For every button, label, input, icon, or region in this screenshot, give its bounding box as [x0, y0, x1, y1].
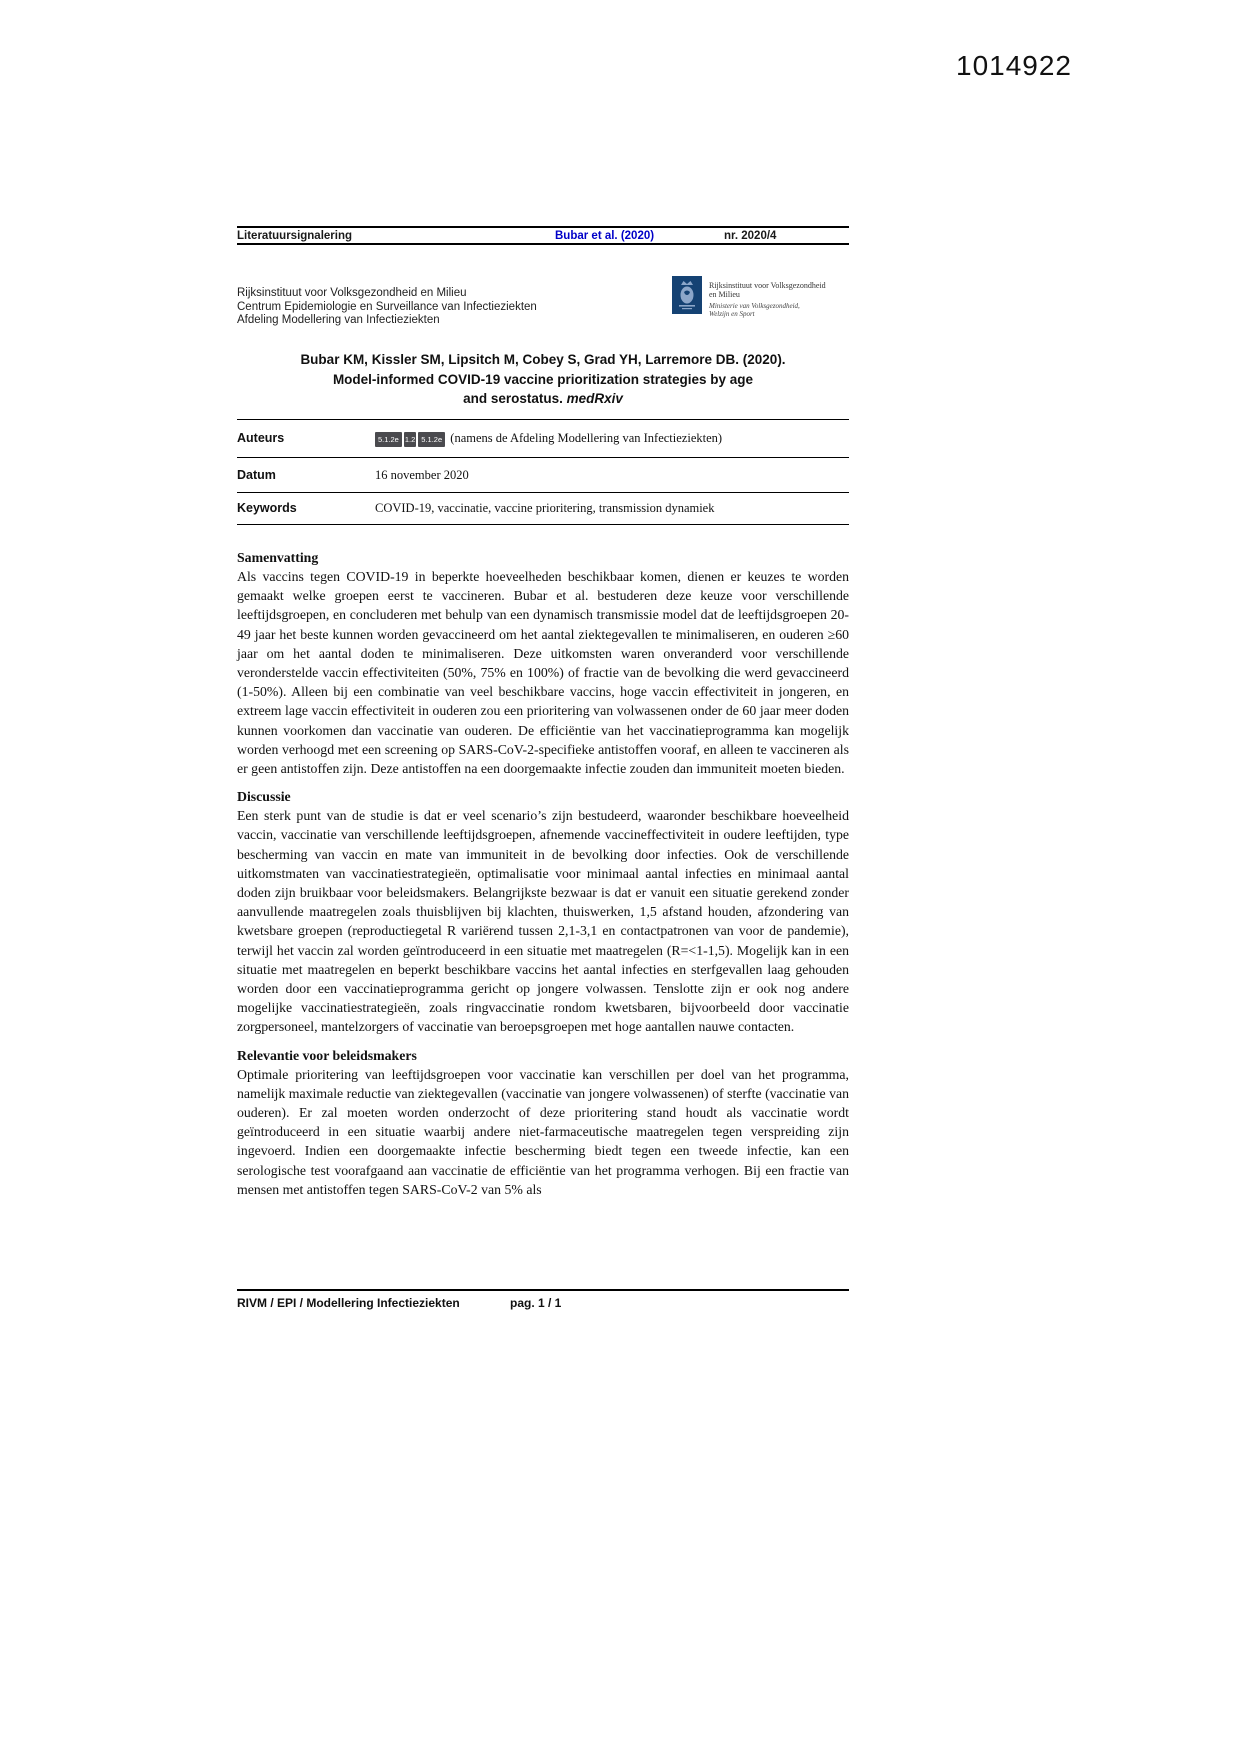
datum-value: 16 november 2020 [375, 467, 469, 482]
meta-row-auteurs [237, 419, 849, 457]
section-heading: Discussie [237, 789, 291, 805]
section-body-text: Een sterk punt van de studie is dat er veel scenario’s zijn bestudeerd, waaronder beschikbare hoeveelheid vaccin, vaccinatie van verschillende leeftijdsgroepen, afnemende vaccineffectiviteit in oudere leeftijden, type bescherming van vaccin en mate van immuniteit in de bevolking door infecties. Ook de verschillende uitkomstmaten van vaccinatiestrategieën, optimalisatie voor minimaal aantal infecties en minimaal aantal doden zijn bruikbaar voor beleidsmakers. Belangrijkste bezwaar is dat er vanuit een situatie gerekend zonder aanvullende maatregelen zoals thuisblijven bij klachten, thuiswerken, 1,5 afstand houden, afzondering van kwetsbare groepen (reproductiegetal R variërend tussen 2,1-3,1 en contactpatronen van voor de pandemie), terwijl het vaccin zal worden geïntroduceerd in een situatie met maatregelen (R=<1-1,5). Mogelijk kan in een situatie met maatregelen en beperkt beschikbare vaccins het aantal infecties en sterfgevallen laag gehouden worden door een vaccinatieprogramma gericht op jongere volwassen. Tenslotte zijn er ook nog andere mogelijke vaccinatiestrategieën, zoals ringvaccinatie rondom kwetsbaren, bijvoorbeeld door vaccinatie zorgpersoneel, mantelzorgers of vaccinatie van beroepsgroepen met hoge aantallen nauwe contacten. [237, 808, 849, 1035]
org-line-department: Afdeling Modellering van Infectieziekten [237, 314, 440, 326]
datum-label: Datum [237, 467, 276, 482]
auteurs-value [375, 431, 849, 447]
rivm-logo-text [709, 276, 844, 318]
citation-journal-name: medRxiv [566, 391, 623, 406]
section-heading: Relevantie voor beleidsmakers [237, 1047, 417, 1063]
auteurs-note: (namens de Afdeling Modellering van Infectieziekten) [450, 431, 723, 445]
organization-block [237, 287, 537, 328]
section-relevantie [237, 1046, 849, 1199]
redaction-box: 1.2 [404, 432, 416, 447]
document-body [237, 548, 849, 1208]
section-heading: Samenvatting [237, 550, 319, 565]
org-line-institute: Rijksinstituut voor Volksgezondheid en Milieu [237, 287, 467, 299]
section-discussie [237, 787, 849, 1036]
redaction-box: 5.1.2e [375, 432, 402, 447]
meta-table [237, 419, 849, 525]
logo-line: en Milieu [709, 290, 740, 299]
logo-ministry-line: Ministerie van Volksgezondheid, [709, 302, 800, 310]
org-line-centre: Centrum Epidemiologie en Surveillance van Infectieziekten [237, 300, 537, 313]
rivm-crest-icon [672, 276, 702, 314]
header-reference: Bubar et al. (2020) [555, 230, 655, 242]
logo-line: Rijksinstituut voor Volksgezondheid [709, 281, 826, 290]
citation-journal-prefix: and serostatus. [463, 391, 567, 406]
header-number: nr. 2020/4 [724, 230, 777, 242]
keywords-value: COVID-19, vaccinatie, vaccine prioritering, transmission dynamiek [375, 500, 715, 515]
meta-row-keywords [237, 492, 849, 524]
logo-ministry-line: Welzijn en Sport [709, 310, 755, 318]
citation-line-title: Model-informed COVID-19 vaccine prioritization strategies by age [332, 371, 754, 387]
scan-number: 1014922 [956, 50, 1073, 81]
section-body-text: Als vaccins tegen COVID-19 in beperkte hoeveelheden beschikbaar komen, dienen er keuzes te worden gemaakt welke groepen eerst te vaccineren. Bubar et al. bestuderen deze keuze voor verschillende leeftijdsgroepen, en concluderen met behulp van een dynamisch transmissie model dat de leeftijdsgroepen 20-49 jaar het beste kunnen worden gevaccineerd om het aantal ziektegevallen te minimaliseren, en ouderen ≥60 jaar om het aantal doden te minimaliseren. Deze uitkomsten waren onveranderd voor verschillende veronderstelde vaccin effectiviteiten (50%, 75% en 100%) of fractie van de bevolking die werd gevaccineerd (1-50%). Alleen bij een combinatie van veel beschikbare vaccins, hoge vaccin effectiviteit in jongeren, en extreem lage vaccin effectiviteit in ouderen zou een prioritering van volwassenen onder de 60 jaar meer doden kunnen voorkomen dan vaccinatie van ouderen. De efficiëntie van het vaccinatieprogramma kan mogelijk worden verhoogd met een screening op SARS-CoV-2-specifieke antistoffen vooraf, en alleen te vaccineren als er geen antistoffen zijn. Deze antistoffen na een doorgemaakte infectie zouden dan immuniteit moeten bieden. [237, 569, 849, 777]
footer-page-number: pag. 1 / 1 [510, 1296, 562, 1310]
citation-title [237, 350, 849, 409]
meta-row-datum [237, 457, 849, 492]
footer-bar [237, 1289, 849, 1313]
keywords-label: Keywords [237, 500, 297, 515]
footer-text: RIVM / EPI / Modellering Infectieziekten [237, 1296, 460, 1310]
redaction-box: 5.1.2e [418, 432, 445, 447]
header-bar [237, 226, 849, 245]
section-body-text: Optimale prioritering van leeftijdsgroepen voor vaccinatie kan verschillen per doel van het programma, namelijk maximale reductie van ziektegevallen (vaccinatie van jongere volwassenen) of sterfte (vaccinatie van ouderen). Er zal moeten worden onderzocht of deze prioritering stand houdt als vaccinatie wordt geïntroduceerd in een situatie waarbij andere niet-farmaceutische maatregelen tegen verspreiding zijn ingevoerd. Indien een doorgemaakte infectie bescherming biedt tegen een tweede infectie, kan een serologische test voorafgaand aan vaccinatie de efficiëntie van het programma verhogen. Bij een fractie van mensen met antistoffen tegen SARS-CoV-2 van 5% als [237, 1066, 849, 1197]
rivm-logo-block [672, 276, 844, 318]
auteurs-label: Auteurs [237, 431, 285, 445]
section-samenvatting [237, 548, 849, 778]
citation-line-journal [237, 389, 849, 409]
header-title: Literatuursignalering [237, 230, 353, 242]
citation-line-authors: Bubar KM, Kissler SM, Lipsitch M, Cobey S, Grad YH, Larremore DB. (2020). [300, 352, 786, 367]
